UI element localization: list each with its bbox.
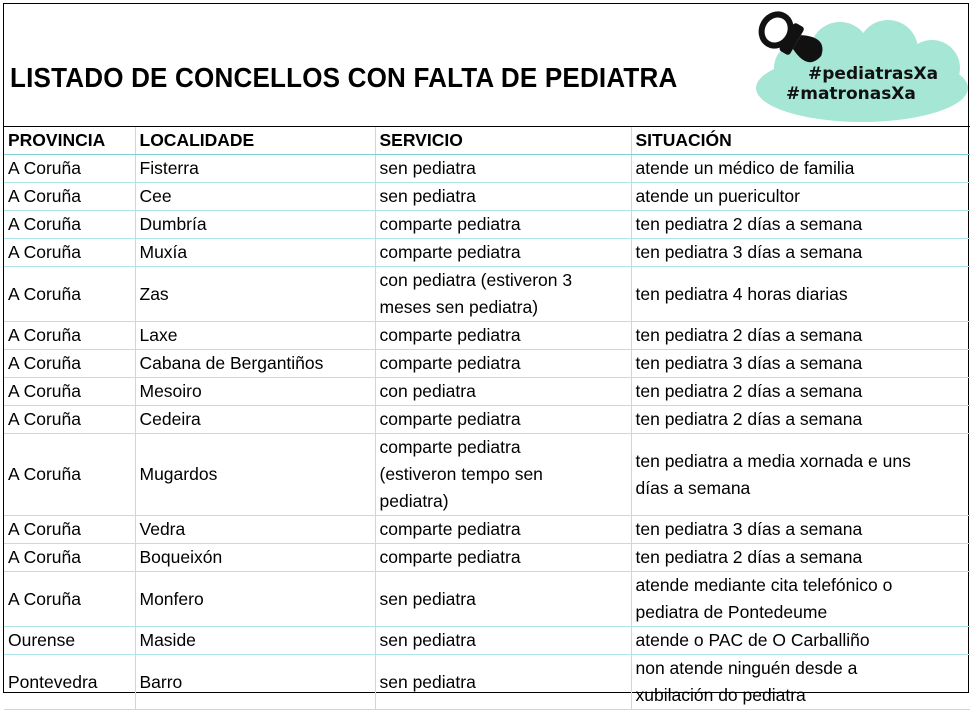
table-row: [4, 155, 970, 183]
cell-servicio: [375, 155, 631, 183]
cell-servicio-line: meses sen pediatra): [379, 297, 539, 317]
cell-situacion: [631, 572, 970, 627]
cell-provincia: A Coruña: [4, 434, 135, 516]
cell-servicio: [375, 350, 631, 378]
cell-situacion-line: atende un puericultor: [635, 186, 800, 206]
cell-servicio-line: pediatra): [379, 491, 449, 511]
cell-situacion-line: ten pediatra a media xornada e uns: [635, 450, 911, 471]
cell-servicio: [375, 322, 631, 350]
cell-situacion-line: atende o PAC de O Carballiño: [635, 630, 870, 650]
cell-situacion: [631, 350, 970, 378]
cell-situacion-line: ten pediatra 2 días a semana: [635, 547, 863, 567]
cell-servicio: [375, 516, 631, 544]
cell-servicio: [375, 434, 631, 516]
header-servicio: SERVICIO: [375, 127, 631, 155]
table-row: [4, 239, 970, 267]
cell-servicio-line: comparte pediatra: [379, 353, 521, 373]
cell-servicio-line: con pediatra: [379, 381, 476, 401]
cell-servicio-line: comparte pediatra: [379, 437, 521, 457]
cell-servicio: [375, 406, 631, 434]
cell-situacion-line: pediatra de Pontedeume: [635, 602, 828, 622]
table-row: [4, 322, 970, 350]
table-body: [4, 155, 970, 710]
cell-situacion: [631, 378, 970, 406]
cell-situacion: [631, 211, 970, 239]
cell-servicio: [375, 572, 631, 627]
cell-provincia: Ourense: [4, 627, 135, 655]
cell-servicio: [375, 211, 631, 239]
cell-localidade: Vedra: [135, 516, 375, 544]
header-localidade: LOCALIDADE: [135, 127, 375, 155]
cell-provincia: Pontevedra: [4, 655, 135, 710]
cell-localidade: Cedeira: [135, 406, 375, 434]
cell-situacion: [631, 516, 970, 544]
cell-provincia: A Coruña: [4, 516, 135, 544]
cell-servicio-line: comparte pediatra: [379, 409, 521, 429]
cell-servicio-line: sen pediatra: [379, 588, 476, 609]
cell-servicio-line: comparte pediatra: [379, 547, 521, 567]
cell-situacion: [631, 406, 970, 434]
document-frame: [3, 3, 969, 705]
table-row: [4, 350, 970, 378]
cell-provincia: A Coruña: [4, 406, 135, 434]
cell-servicio-line: sen pediatra: [379, 671, 476, 692]
cell-localidade: Maside: [135, 627, 375, 655]
page-title: LISTADO DE CONCELLOS CON FALTA DE PEDIATRA: [10, 62, 678, 93]
cell-situacion: [631, 627, 970, 655]
hashtag-matronas: #matronasXa: [786, 84, 916, 104]
cell-localidade: Dumbría: [135, 211, 375, 239]
cell-situacion-line: días a semana: [635, 477, 751, 498]
cell-localidade: Fisterra: [135, 155, 375, 183]
cell-servicio: [375, 378, 631, 406]
table-row: [4, 572, 970, 627]
table-header-row: [4, 127, 970, 155]
table-row: [4, 516, 970, 544]
table-row: [4, 544, 970, 572]
cell-situacion: [631, 434, 970, 516]
cell-servicio: [375, 239, 631, 267]
cell-localidade: Barro: [135, 655, 375, 710]
cell-localidade: Zas: [135, 267, 375, 322]
table-row: [4, 655, 970, 710]
cell-situacion: [631, 655, 970, 710]
cell-situacion-line: ten pediatra 2 días a semana: [635, 325, 863, 345]
cell-servicio-line: (estiveron tempo sen: [379, 464, 543, 484]
cell-servicio-line: comparte pediatra: [379, 519, 521, 539]
cell-situacion: [631, 155, 970, 183]
cell-servicio-line: sen pediatra: [379, 158, 476, 178]
cell-provincia: A Coruña: [4, 350, 135, 378]
cell-servicio-line: comparte pediatra: [379, 325, 521, 345]
cell-localidade: Mesoiro: [135, 378, 375, 406]
header-area: [4, 4, 970, 127]
header-provincia: PROVINCIA: [4, 127, 135, 155]
cell-provincia: A Coruña: [4, 378, 135, 406]
cell-provincia: A Coruña: [4, 155, 135, 183]
cell-servicio-line: comparte pediatra: [379, 214, 521, 234]
cell-provincia: A Coruña: [4, 239, 135, 267]
cell-localidade: Muxía: [135, 239, 375, 267]
cell-servicio: [375, 544, 631, 572]
cell-situacion-line: xubilación do pediatra: [635, 685, 806, 705]
cell-servicio: [375, 183, 631, 211]
cell-situacion-line: ten pediatra 3 días a semana: [635, 519, 863, 539]
cell-situacion-line: ten pediatra 3 días a semana: [635, 353, 863, 373]
header-situacion: SITUACIÓN: [631, 127, 970, 155]
hashtag-pediatras: #pediatrasXa: [808, 64, 939, 84]
cell-localidade: Monfero: [135, 572, 375, 627]
cell-situacion-line: ten pediatra 3 días a semana: [635, 242, 863, 262]
hashtag-logo: [752, 8, 972, 126]
cell-localidade: Mugardos: [135, 434, 375, 516]
cell-situacion-line: ten pediatra 2 días a semana: [635, 409, 863, 429]
cell-situacion-line: atende mediante cita telefónico o: [635, 575, 893, 595]
table-row: [4, 378, 970, 406]
table-row: [4, 267, 970, 322]
cell-situacion-line: atende un médico de familia: [635, 158, 855, 178]
cell-situacion: [631, 183, 970, 211]
cell-provincia: A Coruña: [4, 267, 135, 322]
cell-localidade: Laxe: [135, 322, 375, 350]
cell-provincia: A Coruña: [4, 322, 135, 350]
table-row: [4, 627, 970, 655]
cell-provincia: A Coruña: [4, 183, 135, 211]
table-row: [4, 211, 970, 239]
cell-servicio-line: sen pediatra: [379, 630, 476, 650]
table-row: [4, 434, 970, 516]
cell-situacion-line: ten pediatra 2 días a semana: [635, 214, 863, 234]
cell-servicio-line: con pediatra (estiveron 3: [379, 270, 573, 290]
cell-situacion-line: ten pediatra 2 días a semana: [635, 381, 863, 401]
table-row: [4, 183, 970, 211]
cell-provincia: A Coruña: [4, 572, 135, 627]
cell-localidade: Cee: [135, 183, 375, 211]
cell-localidade: Cabana de Bergantiños: [135, 350, 375, 378]
cell-provincia: A Coruña: [4, 544, 135, 572]
cell-situacion: [631, 239, 970, 267]
cell-localidade: Boqueixón: [135, 544, 375, 572]
cell-servicio-line: sen pediatra: [379, 186, 476, 206]
cell-servicio: [375, 627, 631, 655]
cell-situacion: [631, 544, 970, 572]
cell-situacion: [631, 322, 970, 350]
cell-servicio: [375, 267, 631, 322]
cell-servicio: [375, 655, 631, 710]
cell-provincia: A Coruña: [4, 211, 135, 239]
cell-servicio-line: comparte pediatra: [379, 242, 521, 262]
cell-situacion: [631, 267, 970, 322]
concellos-table: [4, 127, 970, 710]
cell-situacion-line: non atende ninguén desde a: [635, 658, 858, 678]
cell-situacion-line: ten pediatra 4 horas diarias: [635, 283, 848, 304]
table-row: [4, 406, 970, 434]
